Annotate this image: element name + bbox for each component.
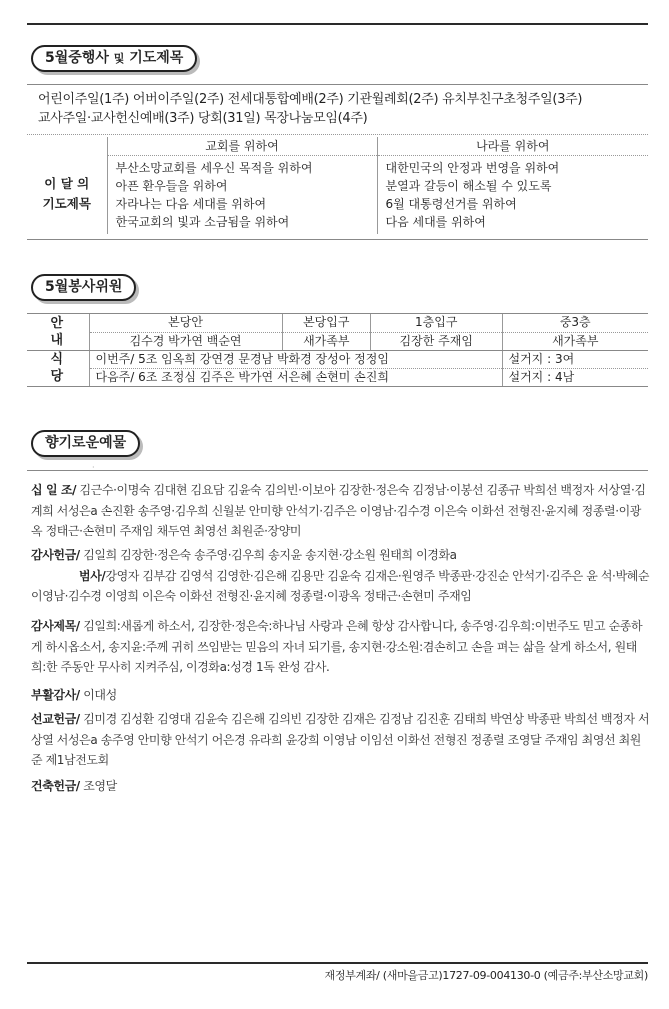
tithe-names: 김근수·이명숙 김대현 김요담 김윤숙 김의빈·이보아 김장한·정은숙 김정남·이봉선 김종규 박희선 백정자 서상열·김계희 서성은a 손진환 송주영·김우희 신월분 안미향 안석기·김주은 이영남·김수경 이은숙 이화선 전형진·윤지혜 정종렬·이광옥 정태근·손현미 주재임 채두연 최영선 최원준·장양미 [31,483,646,539]
events-divider [27,134,648,135]
mission-names: 김미경 김성환 김영대 김윤숙 김은해 김의빈 김장한 김재은 김정남 김진훈 김태희 박연상 박종판 박희선 백정자 서상열 서성은a 송주영 안미향 안석기 어은경 유라희 윤강희 이영남 이임선 이화선 전형진 정종렬 조영달 주재임 최영선 최원준 제1남전도회 [31,712,650,768]
events-top-rule [27,84,648,85]
events-line: 교사주일·교사헌신예배(3주) 당회(31일) 목장나눔모임(4주) [38,111,368,126]
tithe-label: 십 일 조/ [31,483,77,497]
mission-block [31,709,651,771]
list-item: 대한민국의 안정과 번영을 위하여 [385,160,560,175]
tithe-block [31,480,651,542]
easter-block [31,685,651,706]
events-line: 어린이주일(1주) 어버이주일(2주) 전세대통합예배(2주) 기관월례회(2주) 유치부친구초청주일(3주) [38,92,583,107]
service-header: 중3층 [502,314,648,332]
building-names: 조영달 [83,779,117,793]
list-item: 다음 세대를 위하여 [385,214,486,229]
top-rule [27,23,648,25]
building-block [31,776,651,797]
list-item: 분열과 갈등이 해소될 수 있도록 [385,178,552,193]
service-header: 1층입구 [370,314,502,332]
divider-mark: · [92,463,95,472]
guide-value: 김수경 박가연 백순연 [89,332,282,350]
nation-prayer-list [377,155,648,234]
offering-section-title: 향기로운예물 [31,430,140,457]
church-prayer-header: 교회를 위하여 [107,137,377,155]
bottom-rule [27,962,648,964]
list-item: 6월 대통령선거를 위하여 [385,196,517,211]
service-section-title: 5월봉사위원 [31,274,136,301]
list-item: 부산소망교회를 세우신 목적을 위하여 [115,160,313,175]
guide-value: 새가족부 [502,332,648,350]
thanks-label: 감사헌금/ [31,548,80,562]
prayer-bottom-rule [27,239,648,240]
monthly-events [38,90,582,128]
prayer-topics-label: 감사제목/ [31,619,80,633]
list-item: 아픈 환우들을 위하여 [115,178,228,193]
nation-prayer-header: 나라를 위하여 [377,137,648,155]
prayer-table [27,137,648,234]
list-item: 한국교회의 빛과 소금됨을 위하여 [115,214,290,229]
events-section-title: 5월중행사 및 기도제목 [31,45,197,72]
guide-label: 안 내 [27,314,89,350]
bumsa-label: 범사/ [79,568,106,583]
guide-value: 새가족부 [282,332,370,350]
meal-next-week: 다음주/ 6조 조정심 김주은 박가연 서은혜 손현미 손진희 [89,368,502,386]
easter-label: 부활감사/ [31,688,80,702]
thanks-names: 김일희 김장한·정은숙 송주영·김우희 송지윤 송지현·강소원 원태희 이경화a [83,548,457,562]
prayer-topics-block [31,616,651,678]
service-header: 본당입구 [282,314,370,332]
service-header: 본당안 [89,314,282,332]
offering-top-rule [27,470,648,471]
dishwashing-this-week: 설거지 : 3여 [502,350,648,368]
easter-names: 이대성 [83,688,117,702]
church-prayer-list [107,155,377,234]
meal-label: 식 당 [27,350,89,386]
building-label: 건축헌금/ [31,779,80,793]
list-item: 자라나는 다음 세대를 위하여 [115,196,267,211]
dishwashing-next-week: 설거지 : 4남 [502,368,648,386]
service-table [27,314,648,387]
prayer-topics-text: 김일희:새롭게 하소서, 김장한·정은숙:하나님 사랑과 은혜 항상 감사합니다, 송주영·김우희:이번주도 믿고 순종하게 하시옵소서, 송지윤:주께 귀히 쓰임받는 믿음의 자녀 되기를, 송지현·강소원:겸손히고 손을 펴는 삶을 살게 하소서, 원태희:한 주동안 무사히 지켜주심, 이경화a:성경 1독 완성 감사. [31,619,643,675]
guide-value: 김장한 주재임 [370,332,502,350]
bumsa-names: 강영자 김부감 김영석 김영한·김은해 김용만 김윤숙 김재은·원영주 박종판·강진순 안석기·김주은 윤 석·박혜순 이영남·김수경 이영희 이은숙 이화선 전형진·윤지혜 정종렬·이광옥 정태근·손현미 주재임 [31,568,650,604]
mission-label: 선교헌금/ [31,712,80,726]
thanks-block [31,545,651,607]
prayer-label: 이 달 의 기도제목 [42,176,91,212]
meal-this-week: 이번주/ 5조 임옥희 강연경 문경남 박화경 장성아 정정임 [89,350,502,368]
bank-account-footer: 재정부계좌/ (새마을금고)1727-09-004130-0 (예금주:부산소망교회) [324,969,648,982]
